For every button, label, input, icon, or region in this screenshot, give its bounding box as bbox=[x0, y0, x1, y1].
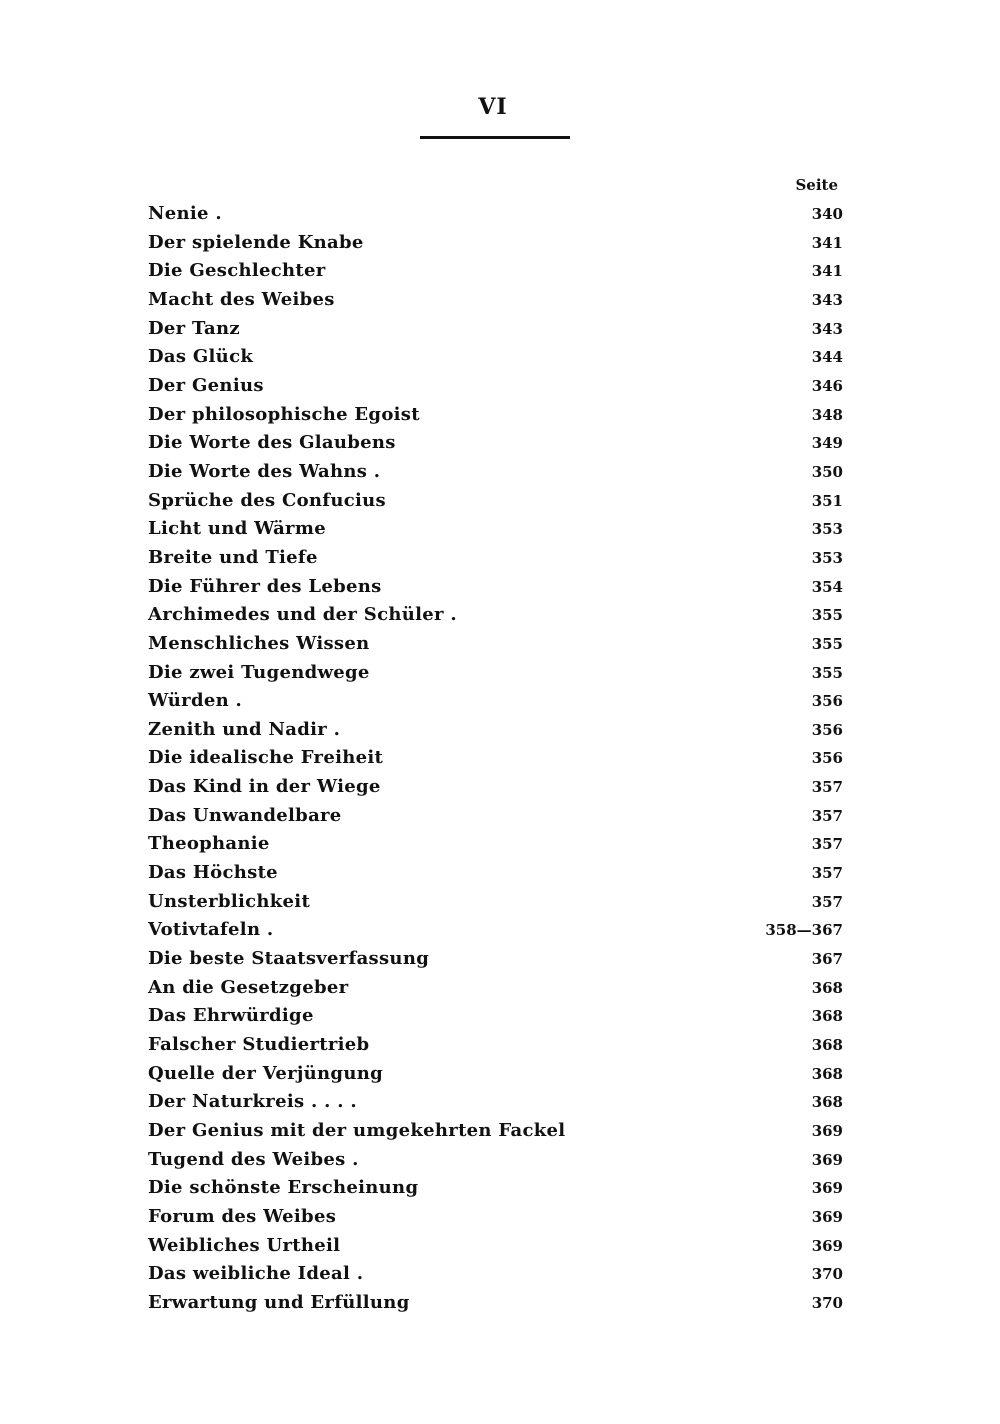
toc-entry-page: 349 bbox=[811, 434, 843, 453]
toc-entry-page: 357 bbox=[811, 864, 843, 883]
toc-entry-page: 369 bbox=[811, 1122, 843, 1140]
toc-entry-page: 357 bbox=[811, 892, 843, 911]
toc-entry-page: 355 bbox=[811, 634, 843, 653]
toc-entry-page: 368 bbox=[811, 1093, 843, 1112]
toc-entry bbox=[148, 1260, 843, 1289]
toc-entry-title: Tugend des Weibes . bbox=[148, 1148, 359, 1170]
toc-entry-page: 341 bbox=[811, 233, 843, 252]
toc-entry-title: Die beste Staatsverfassung bbox=[148, 948, 430, 970]
toc-entry bbox=[148, 716, 843, 745]
toc-entry-title: Weibliches Urtheil bbox=[148, 1234, 341, 1256]
toc-entry bbox=[148, 888, 843, 917]
toc-entry-title: Forum des Weibes bbox=[148, 1205, 337, 1227]
toc-entry-title: Das Unwandelbare bbox=[148, 804, 342, 826]
toc-entry bbox=[148, 802, 843, 831]
toc-entry-page: 368 bbox=[811, 1064, 843, 1083]
toc-entry-page: 368 bbox=[811, 1007, 843, 1026]
toc-entry-title: Das Kind in der Wiege bbox=[148, 776, 381, 798]
toc-entry-title: Der Genius bbox=[148, 374, 264, 396]
toc-entry bbox=[148, 315, 843, 344]
toc-entry-title: Zenith und Nadir . bbox=[148, 718, 341, 740]
toc-entry-title: Falscher Studiertrieb bbox=[148, 1034, 370, 1056]
toc-entry-page: 340 bbox=[811, 205, 843, 223]
toc-entry bbox=[148, 573, 843, 602]
toc-entry bbox=[148, 372, 843, 401]
toc-entry-title: Der Genius mit der umgekehrten Fackel bbox=[148, 1120, 566, 1141]
toc-entry-page: 367 bbox=[811, 950, 843, 969]
toc-entry-title: Quelle der Verjüngung bbox=[148, 1062, 383, 1084]
toc-entry-title: Das Ehrwürdige bbox=[148, 1005, 314, 1027]
toc-entry-title: Menschliches Wissen bbox=[148, 632, 370, 654]
header-rule bbox=[420, 136, 570, 139]
toc-entry bbox=[148, 1174, 843, 1203]
toc-entry-page: 341 bbox=[811, 262, 843, 281]
toc-entry-title: Theophanie bbox=[148, 833, 270, 855]
toc-entry-title: Die Worte des Wahns . bbox=[148, 460, 381, 482]
toc-entry-title: Die Führer des Lebens bbox=[148, 575, 382, 597]
page-number: VI bbox=[478, 94, 508, 120]
toc-entry bbox=[148, 1088, 843, 1117]
toc-entry bbox=[148, 773, 843, 802]
toc-entry bbox=[148, 429, 843, 458]
toc-entry bbox=[148, 744, 843, 773]
toc-entry bbox=[148, 974, 843, 1003]
toc-entry bbox=[148, 257, 843, 286]
toc-entry-title: Das Höchste bbox=[148, 862, 278, 884]
toc-entry-title: Der philosophische Egoist bbox=[148, 403, 420, 425]
toc-entry-title: Das weibliche Ideal . bbox=[148, 1263, 364, 1285]
toc-entry bbox=[148, 1146, 843, 1175]
toc-entry-page: 346 bbox=[811, 376, 843, 395]
toc-entry-title: Macht des Weibes bbox=[148, 288, 335, 310]
toc-entry-page: 354 bbox=[811, 577, 843, 596]
toc-entry-page: 369 bbox=[811, 1179, 843, 1198]
toc-entry-page: 356 bbox=[811, 692, 843, 711]
toc-entry bbox=[148, 458, 843, 487]
toc-entry-title: Die schönste Erscheinung bbox=[148, 1177, 419, 1199]
toc-entry-title: An die Gesetzgeber bbox=[148, 976, 349, 998]
toc-entry-title: Die Geschlechter bbox=[148, 260, 326, 282]
toc-entry-page: 353 bbox=[811, 520, 843, 539]
toc-entry-title: Der Naturkreis . . . . bbox=[148, 1091, 357, 1113]
toc-entry-title: Die zwei Tugendwege bbox=[148, 661, 370, 683]
toc-entry-page: 353 bbox=[811, 548, 843, 567]
toc-entry-title: Der Tanz bbox=[148, 317, 240, 339]
toc-entry-page: 370 bbox=[811, 1293, 843, 1312]
toc-entry bbox=[148, 1031, 843, 1060]
toc-entry-title: Nenie . bbox=[148, 203, 222, 224]
toc-entry-page: 356 bbox=[811, 720, 843, 739]
toc-entry bbox=[148, 1060, 843, 1089]
toc-entry bbox=[148, 1289, 843, 1318]
toc-entry bbox=[148, 1002, 843, 1031]
toc-entry-page: 343 bbox=[811, 290, 843, 309]
toc-entry-title: Die idealische Freiheit bbox=[148, 747, 384, 769]
toc-entry bbox=[148, 200, 843, 229]
toc-entry bbox=[148, 1117, 843, 1146]
toc-entry-page: 369 bbox=[811, 1236, 843, 1255]
toc-entry bbox=[148, 1232, 843, 1261]
toc-entry bbox=[148, 401, 843, 430]
toc-entry-page: 351 bbox=[811, 491, 843, 510]
toc-entry-page: 368 bbox=[811, 1036, 843, 1055]
toc-entry-title: Licht und Wärme bbox=[148, 518, 326, 540]
toc-entry-title: Erwartung und Erfüllung bbox=[148, 1291, 410, 1313]
toc-entry-page: 370 bbox=[811, 1265, 843, 1284]
toc-entry bbox=[148, 601, 843, 630]
toc-entry bbox=[148, 229, 843, 258]
toc-entry bbox=[148, 286, 843, 315]
toc-entry bbox=[148, 687, 843, 716]
toc-entry-title: Archimedes und der Schüler . bbox=[148, 604, 457, 626]
toc-entry bbox=[148, 945, 843, 974]
toc-entry-page: 343 bbox=[811, 319, 843, 338]
toc-entry-title: Der spielende Knabe bbox=[148, 231, 364, 253]
toc-entry-page: 369 bbox=[811, 1150, 843, 1169]
toc-entry-title: Sprüche des Confucius bbox=[148, 489, 386, 511]
toc-entry-page: 355 bbox=[811, 663, 843, 682]
toc-entry-page: 357 bbox=[811, 778, 843, 797]
toc-entry bbox=[148, 830, 843, 859]
toc-entry bbox=[148, 1203, 843, 1232]
toc-entry-page: 348 bbox=[811, 405, 843, 424]
toc-entry-page: 344 bbox=[811, 348, 843, 367]
toc-entry-title: Unsterblichkeit bbox=[148, 890, 311, 912]
table-of-contents bbox=[148, 200, 843, 1318]
toc-entry-page: 357 bbox=[811, 835, 843, 854]
toc-entry-page: 369 bbox=[811, 1207, 843, 1226]
toc-entry-title: Würden . bbox=[148, 690, 243, 712]
toc-entry-page: 368 bbox=[811, 978, 843, 997]
toc-entry-title: Die Worte des Glaubens bbox=[148, 432, 396, 454]
toc-entry bbox=[148, 659, 843, 688]
toc-entry bbox=[148, 544, 843, 573]
toc-entry bbox=[148, 859, 843, 888]
toc-entry-page: 355 bbox=[811, 606, 843, 625]
toc-entry-title: Das Glück bbox=[148, 346, 254, 368]
toc-entry-page: 357 bbox=[811, 806, 843, 825]
toc-entry bbox=[148, 515, 843, 544]
toc-entry-page: 358—367 bbox=[765, 921, 843, 940]
toc-entry-title: Votivtafeln . bbox=[148, 919, 274, 941]
toc-entry-page: 350 bbox=[811, 462, 843, 481]
toc-entry bbox=[148, 916, 843, 945]
page-column-heading: Seite bbox=[795, 176, 838, 194]
toc-entry bbox=[148, 630, 843, 659]
toc-entry bbox=[148, 343, 843, 372]
toc-entry bbox=[148, 487, 843, 516]
toc-entry-title: Breite und Tiefe bbox=[148, 546, 318, 568]
toc-entry-page: 356 bbox=[811, 749, 843, 768]
